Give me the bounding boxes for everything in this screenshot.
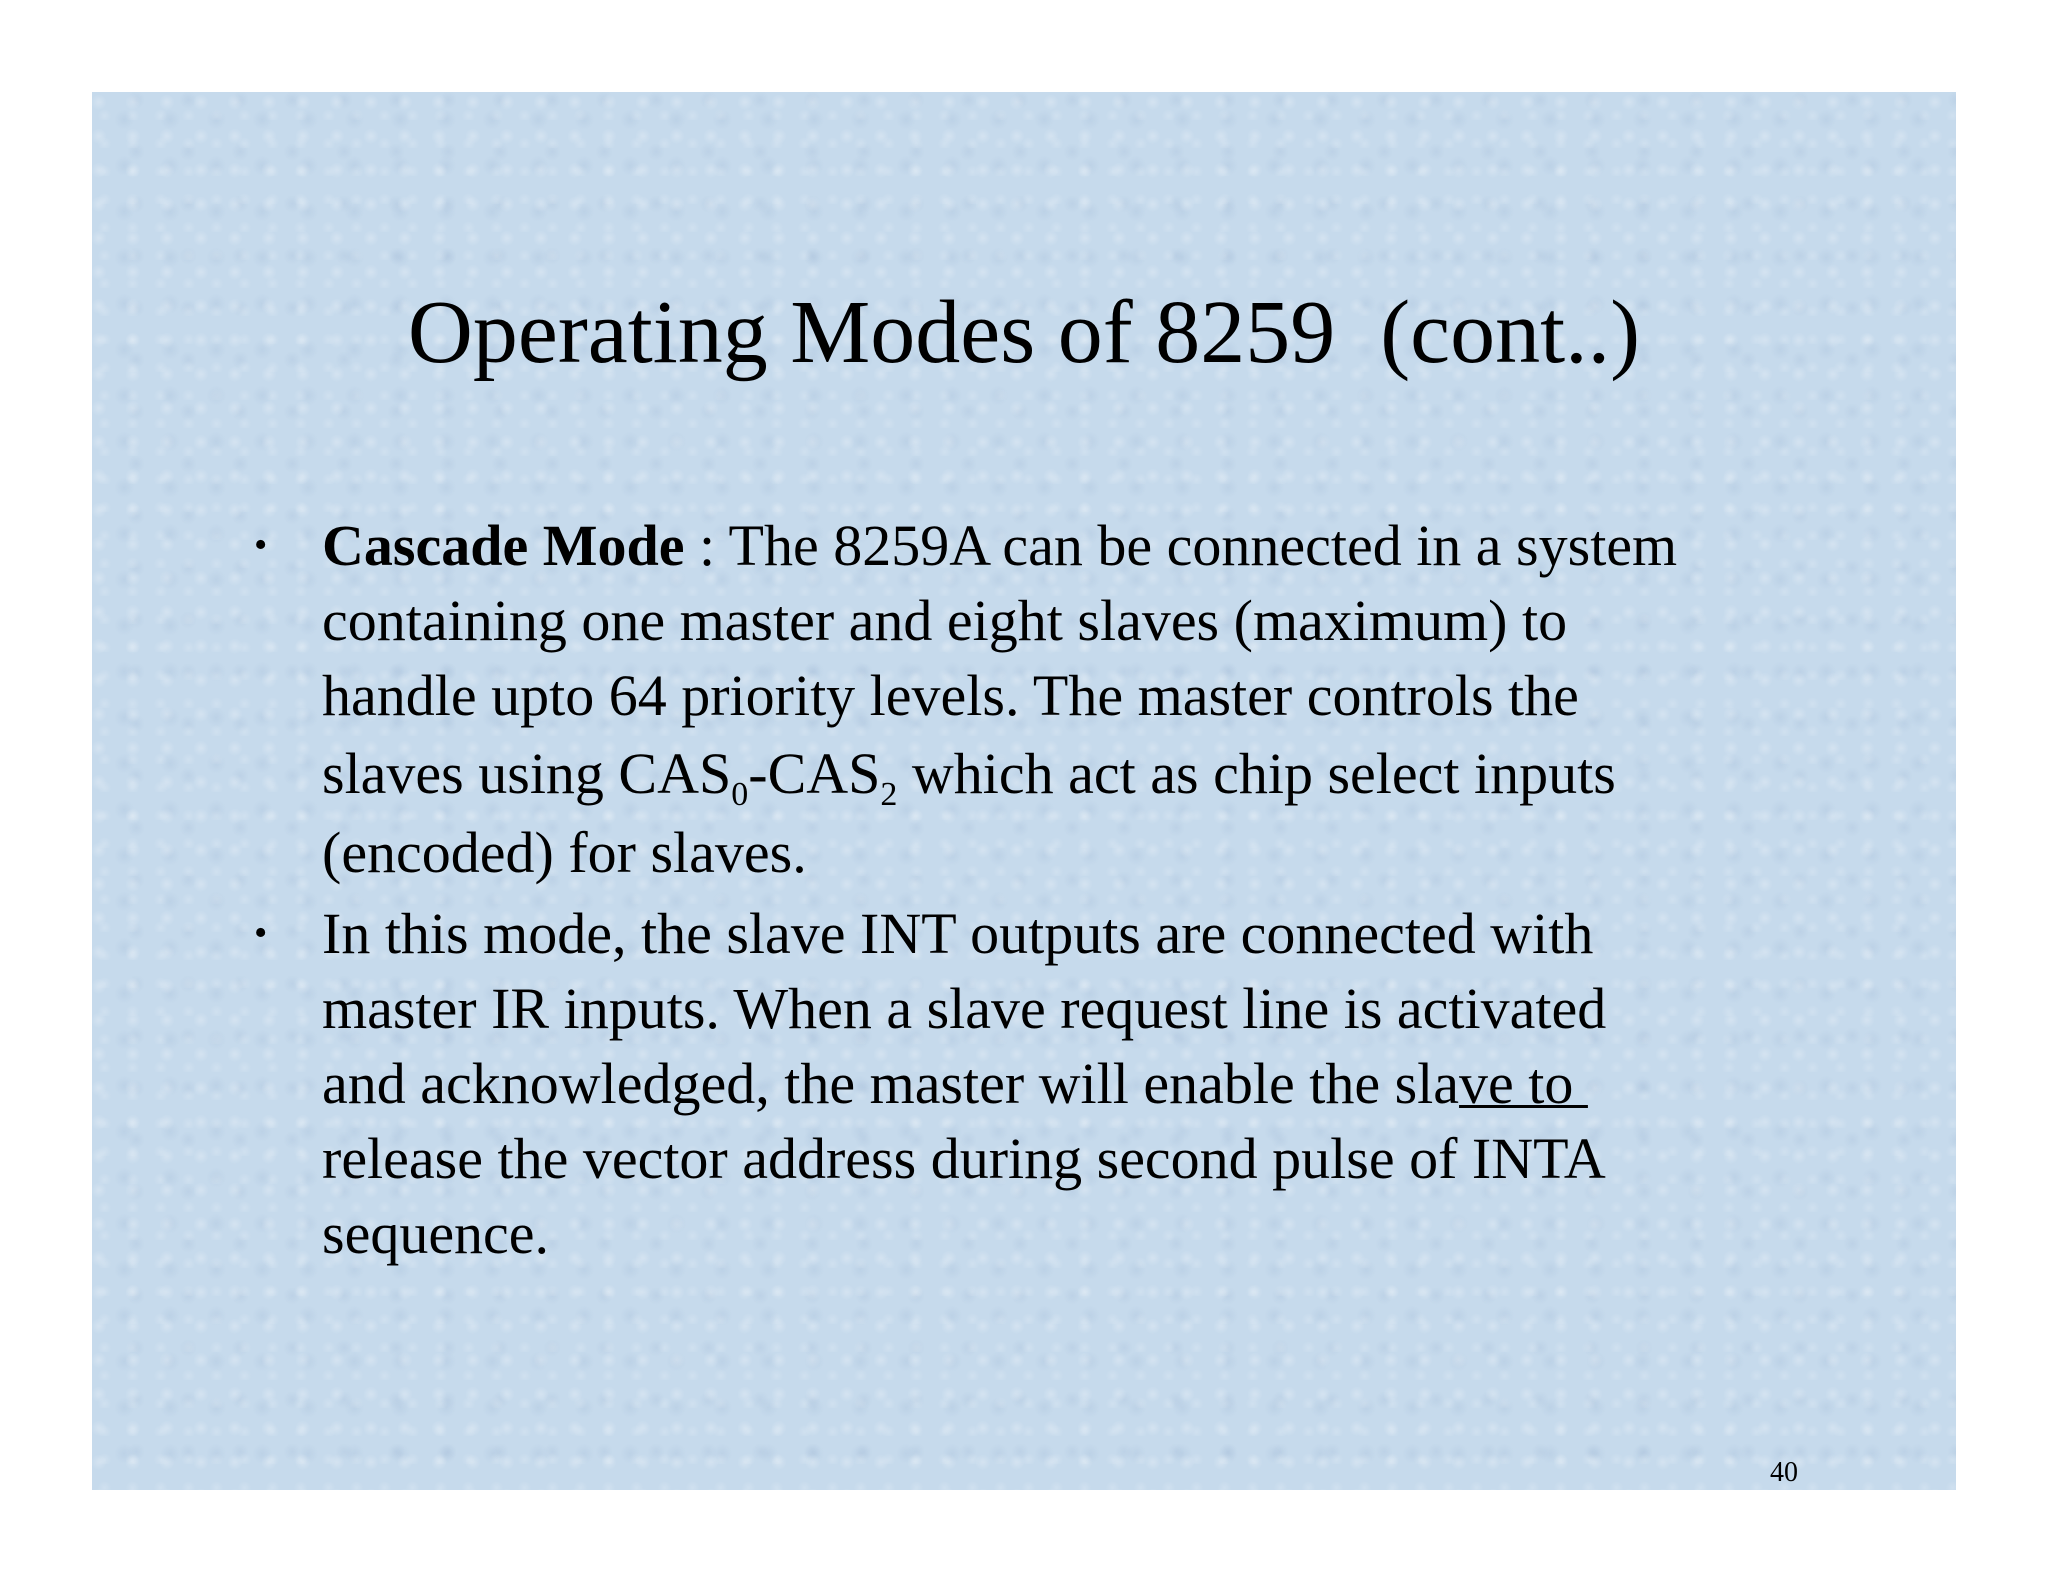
- bullet-text: and acknowledged, the master will enable the sla: [322, 1051, 1460, 1116]
- bullet-line: containing one master and eight slaves (maximum) to: [322, 588, 1568, 653]
- bullet-line: (encoded) for slaves.: [322, 820, 807, 885]
- bullet-list: [254, 508, 1822, 1271]
- subscript: 2: [880, 776, 898, 813]
- slide-title: Operating Modes of 8259 (cont..): [407, 283, 1641, 382]
- subscript: 0: [731, 776, 749, 813]
- bullet-line: sequence.: [322, 1201, 550, 1266]
- bullet-line: release the vector address during second pulse of INTA: [322, 1126, 1606, 1191]
- bullet-item-slave-int: [254, 896, 1822, 1271]
- bullet-line: [322, 1046, 1822, 1121]
- underlined-text: ve to: [1459, 1051, 1588, 1116]
- bullet-text: slaves using CAS: [322, 741, 732, 806]
- term-cascade-mode: Cascade Mode: [322, 513, 685, 578]
- bullet-line: master IR inputs. When a slave request line is activated: [322, 976, 1607, 1041]
- bullet-text: -CAS: [748, 741, 881, 806]
- bullet-text: which act as chip select inputs: [897, 741, 1616, 806]
- bullet-icon: •: [254, 912, 268, 954]
- bullet-line: In this mode, the slave INT outputs are connected with: [322, 901, 1594, 966]
- bullet-line: handle upto 64 priority levels. The master controls the: [322, 663, 1579, 728]
- bullet-item-cascade-mode: [254, 508, 1822, 890]
- bullet-line: [322, 508, 1822, 583]
- bullet-icon: •: [254, 524, 268, 566]
- bullet-text: : The 8259A can be connected in a system: [684, 513, 1678, 578]
- page-number: 40: [1770, 1457, 1798, 1488]
- bullet-line: [322, 733, 1822, 815]
